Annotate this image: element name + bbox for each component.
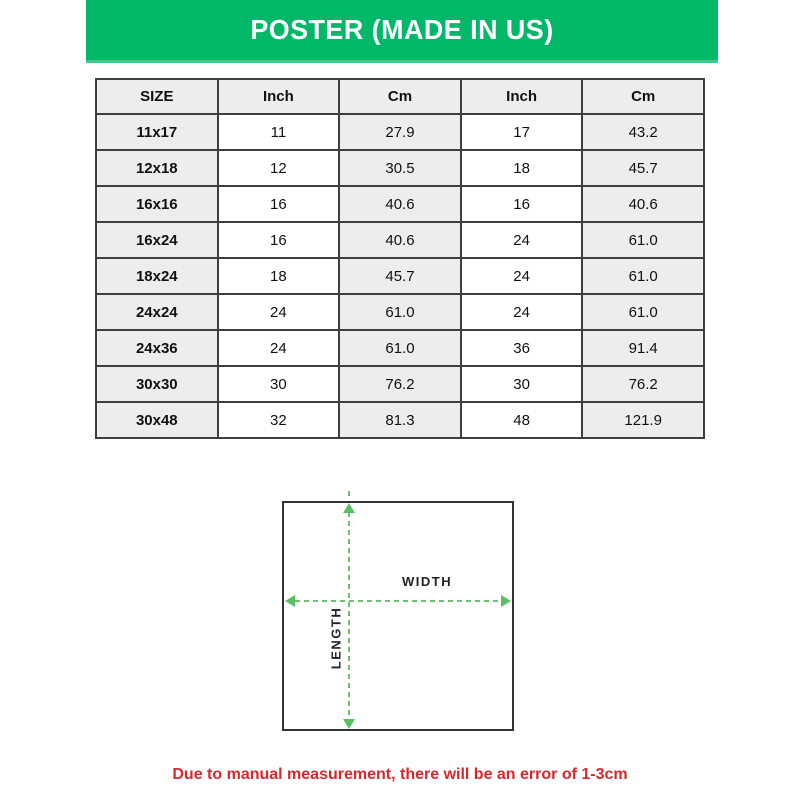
table-row <box>96 294 704 330</box>
size-cell: 16x16 <box>96 186 218 222</box>
table-row <box>96 186 704 222</box>
value-cell: 45.7 <box>339 258 461 294</box>
column-header: SIZE <box>96 79 218 114</box>
size-cell: 18x24 <box>96 258 218 294</box>
value-cell: 61.0 <box>582 258 704 294</box>
column-header: Inch <box>218 79 340 114</box>
size-cell: 24x24 <box>96 294 218 330</box>
size-cell: 30x48 <box>96 402 218 438</box>
table-row <box>96 114 704 150</box>
value-cell: 18 <box>461 150 583 186</box>
value-cell: 30 <box>218 366 340 402</box>
table-header-row <box>96 79 704 114</box>
measurement-diagram <box>278 488 523 740</box>
size-cell: 12x18 <box>96 150 218 186</box>
value-cell: 91.4 <box>582 330 704 366</box>
measurement-disclaimer: Due to manual measurement, there will be an error of 1-3cm <box>172 766 628 783</box>
value-cell: 61.0 <box>582 222 704 258</box>
value-cell: 76.2 <box>339 366 461 402</box>
size-cell: 30x30 <box>96 366 218 402</box>
value-cell: 81.3 <box>339 402 461 438</box>
size-chart-table <box>95 78 705 439</box>
table-row <box>96 402 704 438</box>
square-outline <box>283 502 513 730</box>
value-cell: 30 <box>461 366 583 402</box>
length-label: LENGTH <box>328 606 344 670</box>
value-cell: 12 <box>218 150 340 186</box>
value-cell: 32 <box>218 402 340 438</box>
table-row <box>96 150 704 186</box>
value-cell: 121.9 <box>582 402 704 438</box>
value-cell: 61.0 <box>339 330 461 366</box>
value-cell: 24 <box>461 222 583 258</box>
value-cell: 61.0 <box>339 294 461 330</box>
value-cell: 18 <box>218 258 340 294</box>
table-row <box>96 222 704 258</box>
value-cell: 36 <box>461 330 583 366</box>
value-cell: 43.2 <box>582 114 704 150</box>
table-body <box>96 114 704 438</box>
value-cell: 30.5 <box>339 150 461 186</box>
value-cell: 24 <box>218 330 340 366</box>
table-row <box>96 258 704 294</box>
value-cell: 24 <box>461 294 583 330</box>
size-cell: 24x36 <box>96 330 218 366</box>
size-cell: 16x24 <box>96 222 218 258</box>
table-row <box>96 330 704 366</box>
column-header: Cm <box>339 79 461 114</box>
value-cell: 40.6 <box>339 222 461 258</box>
value-cell: 11 <box>218 114 340 150</box>
column-header: Inch <box>461 79 583 114</box>
value-cell: 24 <box>218 294 340 330</box>
value-cell: 16 <box>218 186 340 222</box>
title-banner <box>86 0 718 63</box>
value-cell: 27.9 <box>339 114 461 150</box>
table-head <box>96 79 704 114</box>
width-label: WIDTH <box>402 574 453 589</box>
table-row <box>96 366 704 402</box>
column-header: Cm <box>582 79 704 114</box>
value-cell: 48 <box>461 402 583 438</box>
value-cell: 24 <box>461 258 583 294</box>
value-cell: 16 <box>218 222 340 258</box>
size-cell: 11x17 <box>96 114 218 150</box>
value-cell: 61.0 <box>582 294 704 330</box>
value-cell: 40.6 <box>339 186 461 222</box>
dimension-arrows-graphic <box>278 488 523 740</box>
value-cell: 40.6 <box>582 186 704 222</box>
page-title: POSTER (MADE IN US) <box>250 14 554 45</box>
value-cell: 17 <box>461 114 583 150</box>
value-cell: 76.2 <box>582 366 704 402</box>
value-cell: 16 <box>461 186 583 222</box>
value-cell: 45.7 <box>582 150 704 186</box>
